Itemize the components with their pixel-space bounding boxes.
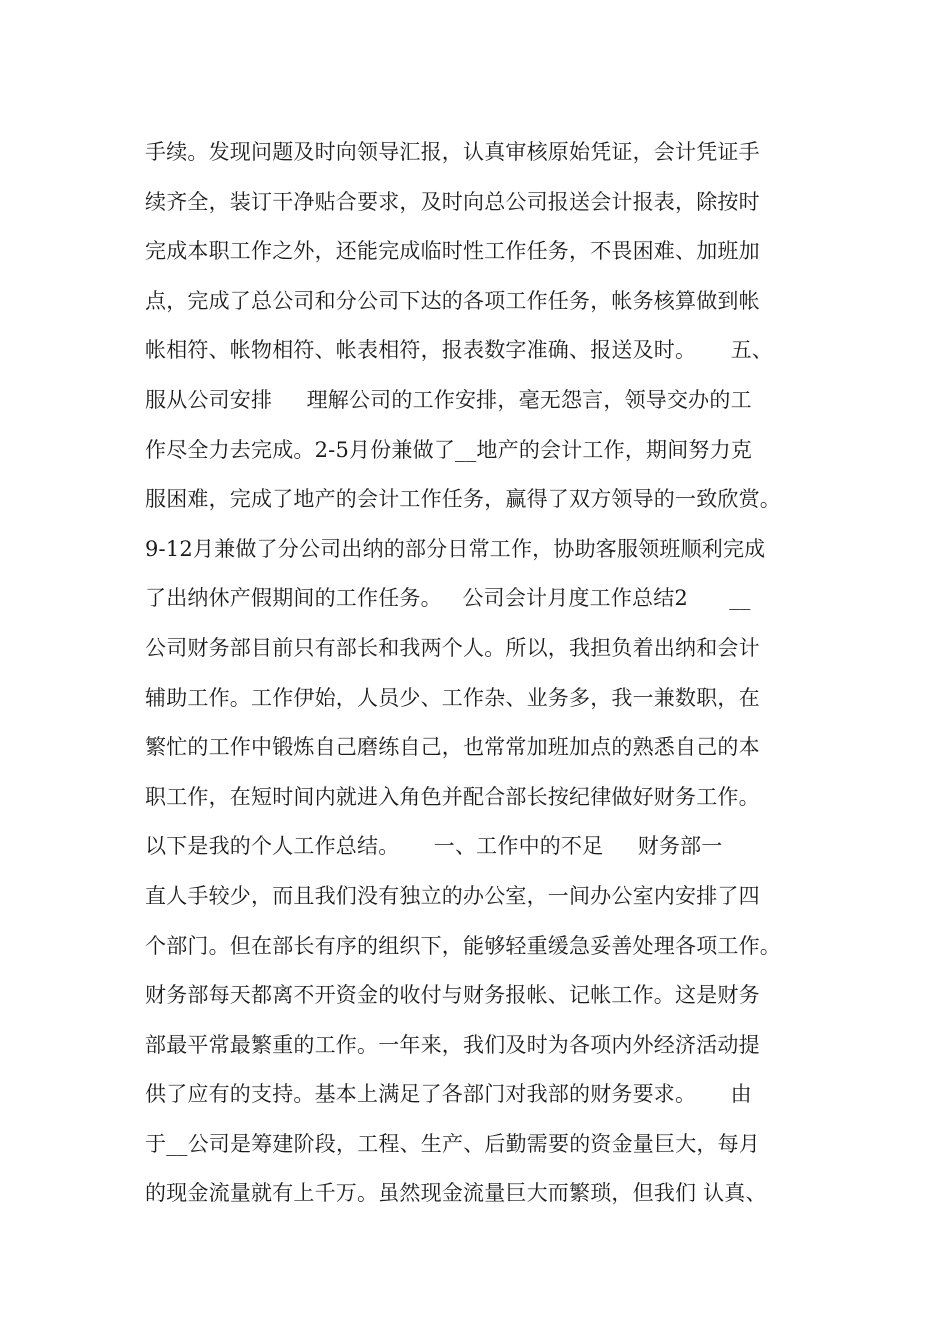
- text-line: 财务部每天都离不开资金的收付与财务报帐、记帐工作。这是财务: [145, 983, 760, 1008]
- text-line: 点，完成了总公司和分公司下达的各项工作任务，帐务核算做到帐: [145, 288, 760, 313]
- text-line: 个部门。但在部长有序的组织下，能够轻重缓急妥善处理各项工作。: [145, 933, 781, 958]
- body-text: [145, 128, 825, 1219]
- text-line: 作尽全力去完成。2-5月份兼做了__地产的会计工作，期间努力克: [145, 437, 753, 462]
- text-line: 帐相符、帐物相符、帐表相符，报表数字准确、报送及时。 五、: [145, 338, 773, 363]
- text-line: 辅助工作。工作伊始，人员少、工作杂、业务多，我一兼数职，在: [145, 685, 760, 710]
- text-line: 部最平常最繁重的工作。一年来，我们及时为各项内外经济活动提: [145, 1032, 760, 1057]
- text-line: 直人手较少，而且我们没有独立的办公室，一间办公室内安排了四: [145, 883, 760, 908]
- text-line: 的现金流量就有上千万。虽然现金流量巨大而繁琐，但我们 认真、: [145, 1181, 767, 1206]
- text-line: 完成本职工作之外，还能完成临时性工作任务，不畏困难、加班加: [145, 239, 760, 264]
- text-line: 职工作，在短时间内就进入角色并配合部长按纪律做好财务工作。: [145, 784, 760, 809]
- text-line: 服困难，完成了地产的会计工作任务，赢得了双方领导的一致欣赏。: [145, 487, 781, 512]
- text-line: 供了应有的支持。基本上满足了各部门对我部的财务要求。 由: [145, 1082, 752, 1107]
- text-line: 续齐全，装订干净贴合要求，及时向总公司报送会计报表，除按时: [145, 189, 760, 214]
- text-line: 于__公司是筹建阶段，工程、生产、后勤需要的资金量巨大，每月: [145, 1131, 760, 1156]
- text-line: 繁忙的工作中锻炼自己磨练自己，也常常加班加点的熟悉自己的本: [145, 735, 760, 760]
- text-line: 以下是我的个人工作总结。 一、工作中的不足 财务部一: [145, 834, 723, 859]
- text-line: 服从公司安排 理解公司的工作安排，毫无怨言，领导交办的工: [145, 387, 752, 412]
- text-line: 9-12月兼做了分公司出纳的部分日常工作，协助客服领班顺利完成: [145, 536, 766, 561]
- text-line: 了出纳休产假期间的工作任务。 公司会计月度工作总结2 __: [145, 586, 751, 611]
- text-line: 手续。发现问题及时向领导汇报，认真审核原始凭证，会计凭证手: [145, 140, 760, 164]
- text-line: 公司财务部目前只有部长和我两个人。所以，我担负着出纳和会计: [145, 635, 760, 660]
